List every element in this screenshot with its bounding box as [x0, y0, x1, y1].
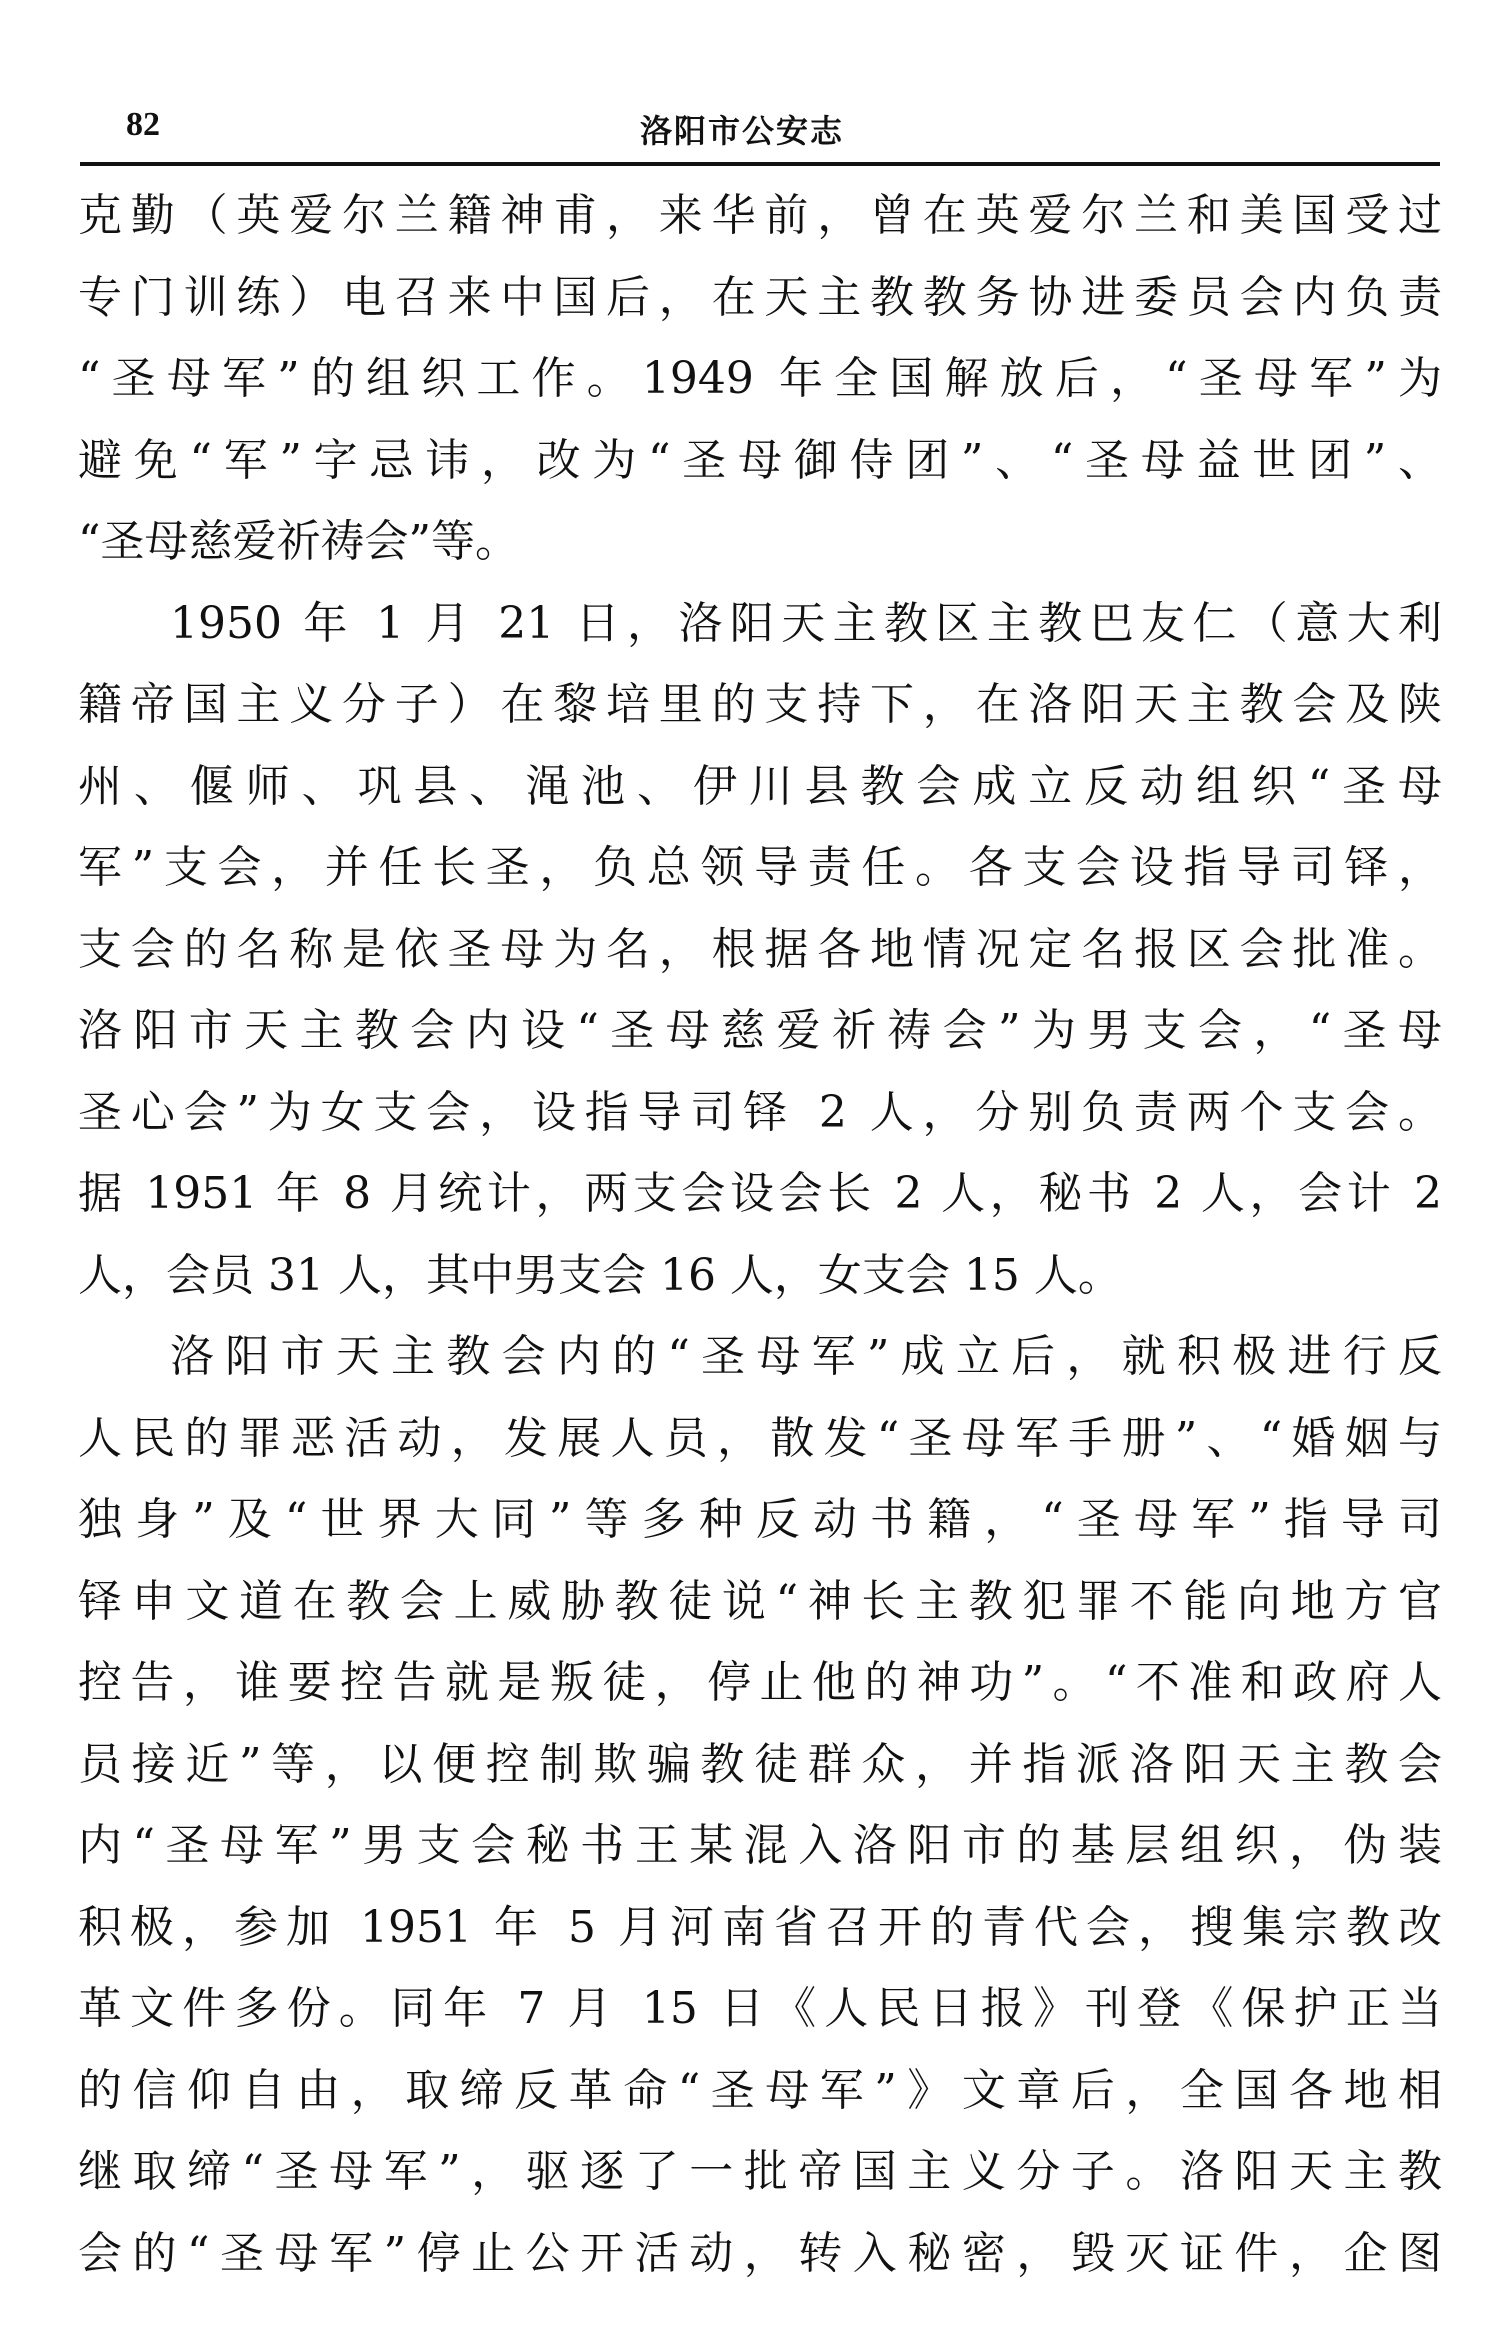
page-header	[80, 100, 1440, 160]
text-line: 支会的名称是依圣母为名，根据各地情况定名报区会批准。	[78, 923, 1442, 975]
text-line: 继取缔“圣母军”，驱逐了一批帝国主义分子。洛阳天主教	[78, 2146, 1442, 2197]
text-line: 的信仰自由，取缔反革命“圣母军”》文章后，全国各地相	[78, 2064, 1442, 2116]
text-line: 军”支会，并任长圣，负总领导责任。各支会设指导司铎，	[78, 842, 1442, 893]
running-title: 洛阳市公安志	[640, 112, 845, 150]
body-text	[78, 175, 1442, 2294]
text-line: 洛阳市天主教会内设“圣母慈爱祈祷会”为男支会，“圣母	[78, 1005, 1442, 1056]
text-line: 铎申文道在教会上威胁教徒说“神长主教犯罪不能向地方官	[78, 1575, 1442, 1627]
paragraph-first-line: 1950 年 1 月 21 日，洛阳天主教区主教巴友仁（意大利	[170, 597, 1442, 649]
page-number: 82	[126, 106, 160, 143]
text-line: 人民的罪恶活动，发展人员，散发“圣母军手册”、“婚姻与	[78, 1412, 1442, 1464]
text-line: 员接近”等，以便控制欺骗教徒群众，并指派洛阳天主教会	[78, 1738, 1442, 1790]
text-line: 州、偃师、巩县、渑池、伊川县教会成立反动组织“圣母	[78, 760, 1442, 812]
text-line: 内“圣母军”男支会秘书王某混入洛阳市的基层组织，伪装	[78, 1820, 1442, 1871]
text-line: 积极，参加 1951 年 5 月河南省召开的青代会，搜集宗教改	[78, 1901, 1442, 1953]
text-line: 控告，谁要控告就是叛徒，停止他的神功”。“不准和政府人	[78, 1657, 1442, 1708]
text-line: 籍帝国主义分子）在黎培里的支持下，在洛阳天主教会及陕	[78, 679, 1442, 730]
text-line: “圣母慈爱祈祷会”等。	[78, 516, 519, 567]
text-line: “圣母军”的组织工作。1949 年全国解放后，“圣母军”为	[78, 353, 1442, 404]
text-line: 避免“军”字忌讳，改为“圣母御侍团”、“圣母益世团”、	[78, 434, 1442, 486]
header-rule	[80, 162, 1440, 166]
text-line: 革文件多份。同年 7 月 15 日《人民日报》刊登《保护正当	[78, 1983, 1442, 2034]
text-line: 独身”及“世界大同”等多种反动书籍，“圣母军”指导司	[78, 1494, 1442, 1545]
paragraph-first-line: 洛阳市天主教会内的“圣母军”成立后，就积极进行反	[170, 1331, 1442, 1382]
text-line: 会的“圣母军”停止公开活动，转入秘密，毁灭证件，企图	[78, 2227, 1442, 2279]
text-line: 据 1951 年 8 月统计，两支会设会长 2 人，秘书 2 人，会计 2	[78, 1168, 1442, 1219]
text-line: 圣心会”为女支会，设指导司铎 2 人，分别负责两个支会。	[78, 1086, 1442, 1138]
text-line: 克勤（英爱尔兰籍神甫，来华前，曾在英爱尔兰和美国受过	[78, 190, 1442, 241]
text-line: 人，会员 31 人，其中男支会 16 人，女支会 15 人。	[78, 1249, 1122, 1301]
text-line: 专门训练）电召来中国后，在天主教教务协进委员会内负责	[78, 271, 1442, 323]
